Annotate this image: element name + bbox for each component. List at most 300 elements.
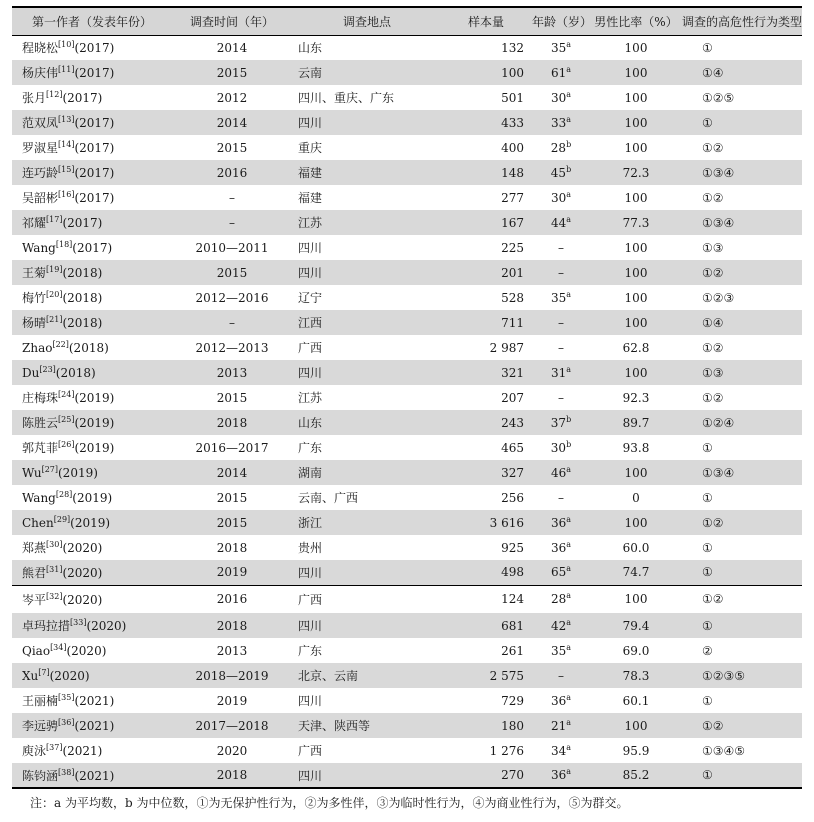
author-year: (2019) — [58, 465, 98, 480]
author-name: 庾泳 — [22, 744, 47, 758]
table-row — [12, 613, 802, 638]
age-value: 35 — [550, 290, 567, 305]
age-value: 42 — [550, 618, 567, 633]
cell-sample: 207 — [501, 390, 524, 405]
cell-place: 北京、云南 — [298, 669, 359, 683]
cell-author — [12, 560, 172, 585]
cell-time: 2018 — [216, 618, 248, 633]
cell-age — [530, 663, 592, 688]
cell-time: 2012—2013 — [195, 340, 269, 355]
author-ref: [22] — [52, 339, 69, 349]
cell-male: 100 — [624, 465, 648, 480]
header-type: 调查的高危性行为类型 — [680, 7, 802, 35]
cell-place: 广西 — [298, 341, 323, 355]
author-year: (2018) — [68, 340, 109, 355]
age-marker: a — [566, 564, 572, 574]
cell-male: 89.7 — [622, 415, 650, 430]
cell-male: 100 — [624, 265, 648, 280]
author-year: (2021) — [62, 744, 103, 758]
age-marker: a — [566, 89, 572, 99]
age-marker: b — [566, 164, 572, 174]
cell-male: 62.8 — [622, 340, 650, 355]
header-row — [12, 7, 802, 35]
age-marker: a — [566, 189, 572, 199]
table-row — [12, 663, 802, 688]
table-body — [12, 35, 802, 788]
cell-place: 四川、重庆、广东 — [298, 91, 395, 105]
cell-time: 2015 — [216, 515, 248, 530]
age-marker: a — [566, 617, 572, 627]
author-year: (2021) — [74, 768, 115, 783]
cell-age — [530, 260, 592, 285]
cell-type: ① — [702, 40, 713, 55]
cell-author — [12, 335, 172, 360]
cell-place: 四川 — [298, 266, 323, 280]
cell-age — [530, 460, 592, 485]
cell-male: 100 — [624, 315, 648, 330]
cell-sample: 465 — [501, 440, 524, 455]
author-year: (2017) — [72, 240, 113, 255]
table-row — [12, 560, 802, 585]
age-value: 44 — [550, 215, 567, 230]
cell-time: – — [229, 190, 235, 205]
cell-male: 100 — [624, 290, 648, 305]
author-ref: [27] — [41, 464, 58, 474]
cell-male: 100 — [624, 140, 648, 155]
cell-age — [530, 310, 592, 335]
cell-type: ①③④ — [702, 165, 735, 180]
cell-sample: 729 — [501, 693, 524, 708]
author-year: (2019) — [74, 416, 115, 430]
cell-age — [530, 110, 592, 135]
studies-table — [12, 6, 802, 789]
author-name: 杨晴 — [22, 316, 47, 330]
cell-male: 100 — [624, 365, 648, 380]
author-year: (2021) — [74, 694, 115, 708]
cell-time: 2014 — [216, 115, 248, 130]
age-marker: a — [566, 742, 572, 752]
cell-author — [12, 285, 172, 310]
cell-age — [530, 85, 592, 110]
cell-sample: 433 — [501, 115, 524, 130]
cell-type: ① — [702, 490, 713, 505]
cell-age — [530, 160, 592, 185]
cell-male: 100 — [624, 190, 648, 205]
author-ref: [14] — [58, 140, 75, 149]
cell-sample: 2 575 — [489, 668, 524, 683]
cell-type: ① — [702, 618, 713, 633]
header-author: 第一作者（发表年份） — [12, 7, 172, 35]
author-year: (2017) — [74, 66, 115, 80]
cell-age — [530, 510, 592, 535]
age-value: 34 — [550, 743, 567, 758]
table-row — [12, 185, 802, 210]
age-marker: a — [566, 289, 572, 299]
age-marker: a — [566, 717, 572, 727]
cell-sample: 711 — [501, 315, 524, 330]
table-row — [12, 35, 802, 60]
cell-age — [530, 560, 592, 585]
cell-place: 四川 — [298, 116, 323, 130]
author-name: 熊君 — [22, 565, 47, 580]
author-name: Wu — [22, 465, 42, 480]
table-row — [12, 160, 802, 185]
author-name: 郑燕 — [22, 541, 47, 555]
age-value: 45 — [550, 165, 567, 180]
cell-sample: 2 987 — [489, 340, 524, 355]
author-year: (2018) — [62, 291, 103, 305]
cell-author — [12, 435, 172, 460]
cell-type: ①③ — [702, 365, 724, 380]
cell-type: ① — [702, 440, 713, 455]
table-row — [12, 713, 802, 738]
cell-author — [12, 85, 172, 110]
cell-time: 2016 — [216, 165, 248, 180]
cell-author — [12, 410, 172, 435]
table-row — [12, 535, 802, 560]
author-ref: [10] — [58, 40, 75, 50]
author-ref: [31] — [46, 564, 63, 574]
cell-place: 福建 — [298, 166, 323, 180]
cell-age — [530, 360, 592, 385]
cell-sample: 277 — [501, 190, 524, 205]
cell-sample: 400 — [501, 140, 524, 155]
cell-sample: 270 — [442, 763, 530, 788]
age-value: – — [558, 340, 564, 355]
cell-author — [12, 385, 172, 410]
table-row — [12, 510, 802, 535]
author-year: (2017) — [74, 116, 115, 130]
cell-place: 四川 — [298, 366, 323, 380]
cell-time: 2019 — [216, 565, 248, 580]
cell-place: 四川 — [298, 619, 323, 633]
age-value: 65 — [550, 565, 567, 580]
cell-age — [530, 613, 592, 638]
cell-place: 辽宁 — [298, 291, 323, 305]
age-marker: a — [566, 692, 572, 702]
cell-author — [12, 585, 172, 613]
author-ref: [36] — [58, 718, 75, 727]
cell-time: 2012—2016 — [195, 290, 269, 305]
cell-time: 2014 — [216, 40, 248, 55]
cell-place: 广东 — [298, 441, 323, 455]
cell-type: ①②③⑤ — [702, 668, 746, 683]
header-sample: 样本量 — [442, 7, 530, 35]
cell-male: 100 — [624, 65, 648, 80]
cell-type: ①③④ — [702, 215, 735, 230]
cell-sample: 100 — [501, 65, 524, 80]
table-row — [12, 638, 802, 663]
table-row — [12, 738, 802, 763]
age-value: 37 — [550, 415, 567, 430]
author-year: (2018) — [55, 365, 96, 380]
cell-author — [12, 663, 172, 688]
cell-age — [530, 210, 592, 235]
cell-sample: 3 616 — [489, 515, 524, 530]
age-value: 30 — [550, 440, 567, 455]
cell-type: ① — [702, 565, 713, 580]
author-name: Qiao — [22, 643, 51, 658]
author-name: Zhao — [22, 340, 53, 355]
cell-author — [12, 485, 172, 510]
age-value: 35 — [550, 643, 567, 658]
author-year: (2017) — [74, 141, 115, 155]
age-marker: a — [566, 464, 572, 474]
table-row — [12, 135, 802, 160]
cell-time: 2010—2011 — [195, 240, 269, 255]
cell-time: 2013 — [216, 365, 248, 380]
table-row — [12, 110, 802, 135]
author-name: 程晓松 — [22, 41, 59, 56]
author-name: 范双凤 — [22, 116, 59, 130]
age-marker: a — [566, 514, 572, 524]
author-ref: [24] — [58, 390, 75, 399]
author-name: 郭芃菲 — [22, 441, 59, 455]
cell-sample: 180 — [501, 718, 524, 733]
author-ref: [34] — [50, 642, 67, 652]
cell-author — [12, 310, 172, 335]
cell-type: ①④ — [702, 315, 724, 330]
cell-time: – — [229, 315, 235, 330]
author-ref: [17] — [46, 215, 63, 224]
cell-place: 广西 — [292, 585, 442, 613]
cell-male: 77.3 — [622, 215, 650, 230]
author-ref: [16] — [58, 190, 75, 199]
age-value: – — [558, 490, 564, 505]
cell-place: 四川 — [292, 763, 442, 788]
cell-sample: 261 — [501, 643, 524, 658]
author-name: 卓玛拉措 — [22, 619, 71, 633]
author-ref: [20] — [46, 290, 63, 299]
cell-time: 2012 — [216, 90, 248, 105]
cell-age — [530, 763, 592, 788]
age-value: 21 — [550, 718, 567, 733]
author-year: (2019) — [74, 441, 115, 455]
cell-male: 100 — [624, 718, 648, 733]
author-name: 王丽楠 — [22, 694, 59, 708]
cell-place: 江苏 — [298, 216, 323, 230]
cell-age — [530, 35, 592, 60]
cell-age — [530, 385, 592, 410]
author-name: 李远骋 — [22, 719, 59, 733]
author-year: (2019) — [74, 391, 115, 405]
cell-age — [530, 738, 592, 763]
author-name: 庄梅珠 — [22, 391, 59, 405]
author-name: 杨庆伟 — [22, 66, 59, 80]
header-time: 调查时间（年） — [172, 7, 292, 35]
cell-male: 95.9 — [622, 743, 650, 758]
cell-place: 重庆 — [298, 141, 323, 155]
cell-time: 2016—2017 — [195, 440, 269, 455]
cell-age — [530, 335, 592, 360]
cell-male: 100 — [624, 40, 648, 55]
cell-place: 云南、广西 — [298, 491, 359, 505]
cell-author — [12, 210, 172, 235]
cell-male: 100 — [624, 115, 648, 130]
author-name: 王菊 — [22, 266, 47, 280]
cell-type: ① — [702, 115, 713, 130]
cell-place: 云南 — [298, 66, 323, 80]
author-ref: [11] — [58, 65, 75, 74]
cell-time: 2015 — [216, 265, 248, 280]
header-male: 男性比率（%） — [592, 7, 680, 35]
author-year: (2018) — [62, 266, 103, 280]
table-row — [12, 460, 802, 485]
table-row — [12, 585, 802, 613]
cell-sample: 124 — [442, 585, 530, 613]
cell-time: 2019 — [216, 693, 248, 708]
author-name: 陈胜云 — [22, 416, 59, 430]
author-ref: [32] — [46, 591, 63, 601]
author-ref: [26] — [58, 440, 75, 449]
cell-age — [530, 435, 592, 460]
cell-type: ①③④⑤ — [702, 743, 746, 758]
table-row — [12, 285, 802, 310]
cell-author — [12, 360, 172, 385]
table-row — [12, 235, 802, 260]
age-value: 36 — [550, 768, 567, 782]
author-name: 岑平 — [22, 592, 47, 607]
cell-author — [12, 35, 172, 60]
cell-author — [12, 460, 172, 485]
age-value: 30 — [550, 90, 567, 105]
author-year: (2017) — [62, 91, 103, 105]
cell-place: 四川 — [298, 565, 323, 580]
age-value: 30 — [550, 190, 567, 205]
cell-type: ①② — [702, 340, 724, 355]
age-marker: a — [566, 364, 572, 374]
cell-type: ①② — [702, 390, 724, 405]
author-name: 连巧龄 — [22, 166, 59, 180]
table-row — [12, 410, 802, 435]
author-year: (2020) — [62, 565, 103, 580]
cell-place: 福建 — [298, 191, 323, 205]
author-ref: [13] — [58, 115, 75, 124]
author-name: Wang — [22, 240, 56, 255]
cell-time: – — [229, 215, 235, 230]
cell-sample: 243 — [501, 415, 524, 430]
cell-type: ①② — [702, 515, 724, 530]
cell-sample: 201 — [501, 265, 524, 280]
author-year: (2020) — [62, 541, 103, 555]
cell-age — [530, 638, 592, 663]
cell-time: 2013 — [216, 643, 248, 658]
cell-time: 2020 — [216, 743, 248, 758]
cell-male: 60.0 — [622, 540, 650, 555]
cell-sample: 148 — [501, 165, 524, 180]
cell-male: 93.8 — [622, 440, 650, 455]
cell-place: 天津、陕西等 — [298, 719, 371, 733]
cell-place: 江西 — [298, 316, 323, 330]
cell-age — [530, 585, 592, 613]
cell-sample: 132 — [501, 40, 524, 55]
cell-author — [12, 713, 172, 738]
age-marker: a — [566, 767, 572, 776]
author-year: (2017) — [74, 166, 115, 180]
table-row — [12, 485, 802, 510]
cell-place: 广西 — [298, 744, 323, 758]
table-row — [12, 688, 802, 713]
author-ref: [37] — [46, 743, 63, 752]
cell-author — [12, 135, 172, 160]
author-ref: [25] — [58, 415, 75, 424]
table-row — [12, 335, 802, 360]
age-marker: a — [566, 64, 572, 74]
header-age: 年龄（岁） — [530, 7, 592, 35]
cell-age — [530, 135, 592, 160]
age-marker: a — [566, 39, 572, 49]
cell-time: 2018—2019 — [195, 668, 269, 683]
cell-place: 湖南 — [298, 466, 323, 480]
table-row — [12, 360, 802, 385]
cell-author — [12, 510, 172, 535]
cell-male: 69.0 — [622, 643, 650, 658]
age-marker: b — [566, 439, 572, 449]
cell-type: ①② — [680, 585, 802, 613]
cell-age — [530, 485, 592, 510]
cell-time: 2017—2018 — [195, 718, 269, 733]
author-year: (2017) — [74, 41, 115, 56]
table-row — [12, 210, 802, 235]
cell-sample: 256 — [501, 490, 524, 505]
author-name: Du — [22, 365, 40, 380]
age-marker: a — [566, 114, 572, 124]
cell-age — [530, 185, 592, 210]
cell-time: 2016 — [172, 585, 292, 613]
cell-sample: 681 — [501, 618, 524, 633]
cell-place: 山东 — [298, 416, 323, 430]
cell-author — [12, 110, 172, 135]
author-year: (2017) — [74, 191, 115, 205]
cell-author — [12, 160, 172, 185]
table-row — [12, 60, 802, 85]
age-value: 28 — [550, 592, 567, 607]
author-name: 吴韶彬 — [22, 191, 59, 205]
table-footnote: 注：a 为平均数，b 为中位数，①为无保护性行为，②为多性伴，③为临时性行为，④为商业性行为，⑤为群交。 — [30, 796, 629, 810]
author-name: Chen — [22, 515, 54, 530]
cell-sample: 925 — [501, 540, 524, 555]
author-year: (2017) — [62, 216, 103, 230]
cell-author — [12, 738, 172, 763]
cell-place: 贵州 — [298, 541, 323, 555]
age-value: 36 — [550, 693, 567, 708]
cell-male: 60.1 — [622, 693, 650, 708]
cell-male: 74.7 — [622, 565, 650, 580]
age-value: – — [558, 390, 564, 405]
cell-sample: 327 — [501, 465, 524, 480]
table-row — [12, 260, 802, 285]
cell-time: 2018 — [216, 540, 248, 555]
cell-male: 0 — [632, 490, 640, 505]
cell-type: ① — [702, 540, 713, 555]
cell-sample: 167 — [501, 215, 524, 230]
author-year: (2021) — [74, 719, 115, 733]
author-year: (2020) — [62, 592, 103, 607]
table-row — [12, 763, 802, 788]
author-name: Xu — [22, 668, 39, 683]
cell-sample: 321 — [501, 365, 524, 380]
cell-type: ① — [680, 763, 802, 788]
cell-place: 四川 — [298, 241, 323, 255]
author-ref: [15] — [58, 165, 75, 174]
author-year: (2019) — [72, 490, 113, 505]
age-value: 33 — [550, 115, 567, 130]
cell-author — [12, 535, 172, 560]
table-row — [12, 385, 802, 410]
cell-author — [12, 185, 172, 210]
cell-author — [12, 260, 172, 285]
cell-sample: 1 276 — [489, 743, 524, 758]
